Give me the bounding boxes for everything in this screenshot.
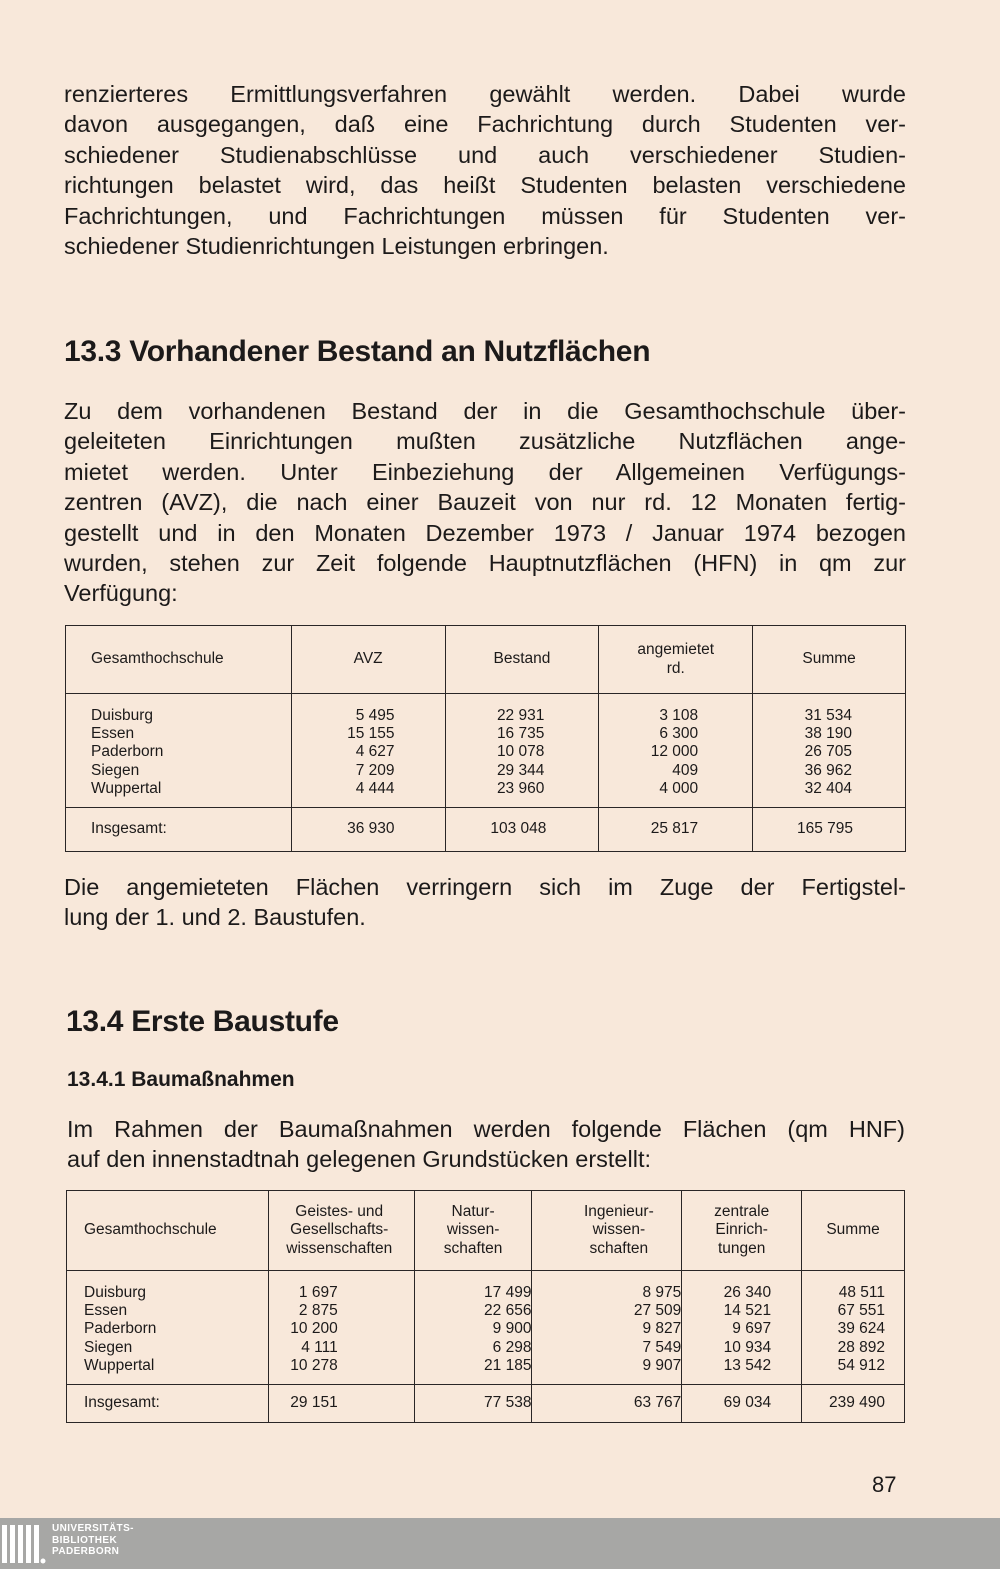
list-item: 4 627	[355, 743, 395, 761]
total-summe: 239 490	[802, 1385, 905, 1423]
list-item: 39 624	[837, 1320, 885, 1338]
list-item: Duisburg	[91, 706, 154, 724]
total-ing: 63 767	[532, 1385, 682, 1423]
list-item: 10 934	[723, 1338, 772, 1356]
list-item: 4 444	[355, 779, 395, 797]
list-item: 9 827	[642, 1320, 682, 1338]
text-line: geleiteten Einrichtungen mußten zusätzliche Nutzflächen ange-	[64, 428, 906, 455]
list-item: 17 499	[484, 1283, 532, 1301]
list-item: 28 892	[837, 1338, 885, 1356]
list-item: Wuppertal	[84, 1356, 155, 1374]
list-item: Siegen	[84, 1338, 133, 1356]
hfn-table	[65, 625, 906, 852]
ing-cell	[532, 1271, 682, 1385]
list-item: 15 155	[347, 725, 395, 743]
list-item: Wuppertal	[91, 779, 162, 797]
angemietet-cell	[599, 694, 753, 808]
list-item: 12 000	[650, 743, 699, 761]
list-item: 2 875	[298, 1302, 338, 1320]
header-zentral	[682, 1191, 802, 1271]
names-cell	[66, 694, 292, 808]
library-logo-icon	[0, 1521, 48, 1567]
list-item: 4 111	[301, 1338, 338, 1356]
list-item: 36 962	[804, 761, 852, 779]
summe-cell	[802, 1271, 905, 1385]
total-angemietet: 25 817	[599, 808, 753, 852]
list-item: Essen	[91, 725, 135, 743]
header-avz: AVZ	[291, 626, 445, 694]
list-item: 3 108	[659, 706, 699, 724]
list-item: Essen	[84, 1302, 128, 1320]
list-item: 22 656	[484, 1302, 532, 1320]
header-geistes	[268, 1191, 414, 1271]
header-line: wissen-	[446, 1221, 500, 1239]
list-item: 10 078	[496, 743, 545, 761]
table-total-row	[66, 808, 906, 852]
zentral-cell	[682, 1271, 802, 1385]
intro-paragraph	[64, 79, 906, 261]
list-item: 6 298	[492, 1338, 532, 1356]
header-natur	[414, 1191, 532, 1271]
header-line: Ingenieur-	[583, 1203, 654, 1221]
list-item: 29 344	[496, 761, 545, 779]
list-item: 32 404	[804, 779, 852, 797]
header-bestand: Bestand	[445, 626, 599, 694]
total-avz: 36 930	[291, 808, 445, 852]
list-item: 38 190	[804, 725, 852, 743]
header-line: schaften	[443, 1239, 503, 1257]
natur-cell	[414, 1271, 532, 1385]
table-body-row	[66, 694, 906, 808]
list-item: 10 200	[290, 1320, 338, 1338]
library-name-line: PADERBORN	[52, 1546, 120, 1557]
total-natur: 77 538	[414, 1385, 532, 1423]
text-line: auf den innenstadtnah gelegenen Grundstücken erstellt:	[67, 1146, 652, 1173]
header-line: wissen-	[592, 1221, 646, 1239]
list-item: Paderborn	[91, 743, 164, 761]
header-line: Natur-	[451, 1203, 495, 1221]
list-item: 6 300	[659, 725, 699, 743]
header-line: tungen	[717, 1239, 766, 1257]
list-item: 7 549	[642, 1338, 682, 1356]
list-item: 7 209	[355, 761, 395, 779]
page-number: 87	[872, 1472, 897, 1497]
geistes-cell	[268, 1271, 414, 1385]
section-13-3-paragraph	[64, 396, 906, 609]
header-ing	[532, 1191, 682, 1271]
total-geistes: 29 151	[268, 1385, 414, 1423]
list-item: 13 542	[723, 1356, 772, 1374]
total-zentral: 69 034	[682, 1385, 802, 1423]
text-line: davon ausgegangen, daß eine Fachrichtung durch Studenten ver-	[64, 111, 906, 138]
list-item: 27 509	[633, 1302, 682, 1320]
list-item: 9 900	[492, 1320, 532, 1338]
text-line: mietet werden. Unter Einbeziehung der Allgemeinen Verfügungs-	[64, 458, 906, 485]
table-header-row	[67, 1191, 905, 1271]
list-item: 23 960	[496, 779, 545, 797]
list-item: 67 551	[837, 1302, 885, 1320]
text-line: schiedener Studienrichtungen Leistungen erbringen.	[64, 233, 609, 260]
total-bestand: 103 048	[445, 808, 599, 852]
section-heading-13-3: 13.3 Vorhandener Bestand an Nutzflächen	[64, 335, 651, 368]
list-item: 16 735	[496, 725, 545, 743]
header-angemietet	[599, 626, 753, 694]
total-label: Insgesamt:	[66, 808, 292, 852]
bestand-cell	[445, 694, 599, 808]
text-line: schiedener Studienabschlüsse und auch verschiedener Studien-	[64, 141, 906, 168]
header-line: zentrale	[714, 1203, 770, 1221]
section-heading-13-4: 13.4 Erste Baustufe	[66, 1005, 339, 1038]
baumassnahmen-table	[66, 1190, 905, 1423]
text-line: zentren (AVZ), die nach einer Bauzeit von nur rd. 12 Monaten fertig-	[64, 489, 906, 516]
names-cell	[67, 1271, 269, 1385]
text-line: gestellt und in den Monaten Dezember 1973 / Januar 1974 bezogen	[64, 519, 906, 546]
header-line: Gesellschafts-	[290, 1221, 389, 1239]
library-name-line: UNIVERSITÄTS-	[52, 1523, 134, 1534]
list-item: 26 705	[804, 743, 852, 761]
header-line: schaften	[589, 1239, 649, 1257]
total-label: Insgesamt:	[67, 1385, 269, 1423]
list-item: Paderborn	[84, 1320, 157, 1338]
list-item: Duisburg	[84, 1283, 147, 1301]
header-line: rd.	[666, 659, 685, 677]
header-line: Einrich-	[715, 1221, 768, 1239]
list-item: 4 000	[659, 779, 699, 797]
text-line: wurden, stehen zur Zeit folgende Hauptnutzflächen (HFN) in qm zur	[64, 550, 906, 577]
section-13-4-paragraph	[67, 1114, 905, 1175]
text-line: Fachrichtungen, und Fachrichtungen müssen für Studenten ver-	[64, 202, 906, 229]
list-item: 31 534	[804, 706, 852, 724]
text-line: Zu dem vorhandenen Bestand der in die Gesamthochschule über-	[64, 398, 906, 424]
header-summe: Summe	[802, 1191, 905, 1271]
header-gesamthochschule: Gesamthochschule	[67, 1191, 269, 1271]
list-item: 14 521	[723, 1302, 772, 1320]
list-item: 9 907	[642, 1356, 682, 1374]
library-name	[52, 1523, 134, 1558]
list-item: Siegen	[91, 761, 140, 779]
list-item: 10 278	[290, 1356, 338, 1374]
text-line: richtungen belastet wird, das heißt Studenten belasten verschiedene	[64, 172, 906, 199]
summe-cell	[753, 694, 906, 808]
text-line: renzierteres Ermittlungsverfahren gewählt werden. Dabei wurde	[64, 81, 906, 107]
text-line: Verfügung:	[64, 580, 178, 607]
avz-cell	[291, 694, 445, 808]
table-header-row	[66, 626, 906, 694]
list-item: 9 697	[732, 1320, 772, 1338]
header-line: wissenschaften	[286, 1239, 393, 1257]
library-name-line: BIBLIOTHEK	[52, 1534, 118, 1546]
table-body-row	[67, 1271, 905, 1385]
list-item: 22 931	[496, 706, 545, 724]
list-item: 26 340	[723, 1283, 772, 1301]
header-summe: Summe	[753, 626, 906, 694]
table-total-row	[67, 1385, 905, 1423]
header-line: angemietet	[637, 641, 715, 659]
after-table-paragraph	[64, 872, 906, 933]
text-line: lung der 1. und 2. Baustufen.	[64, 904, 366, 931]
text-line: Die angemieteten Flächen verringern sich im Zuge der Fertigstel-	[64, 874, 906, 900]
text-line: Im Rahmen der Baumaßnahmen werden folgende Flächen (qm HNF)	[67, 1116, 905, 1142]
header-line: Geistes- und	[295, 1203, 384, 1221]
subsection-heading-13-4-1: 13.4.1 Baumaßnahmen	[67, 1068, 295, 1091]
list-item: 21 185	[484, 1356, 532, 1374]
list-item: 1 697	[298, 1283, 338, 1301]
list-item: 48 511	[838, 1283, 885, 1301]
list-item: 5 495	[355, 706, 395, 724]
list-item: 54 912	[837, 1356, 885, 1374]
library-footer	[0, 1518, 1000, 1569]
list-item: 8 975	[642, 1283, 682, 1301]
list-item: 409	[672, 761, 699, 779]
total-summe: 165 795	[753, 808, 906, 852]
header-gesamthochschule: Gesamthochschule	[66, 626, 292, 694]
